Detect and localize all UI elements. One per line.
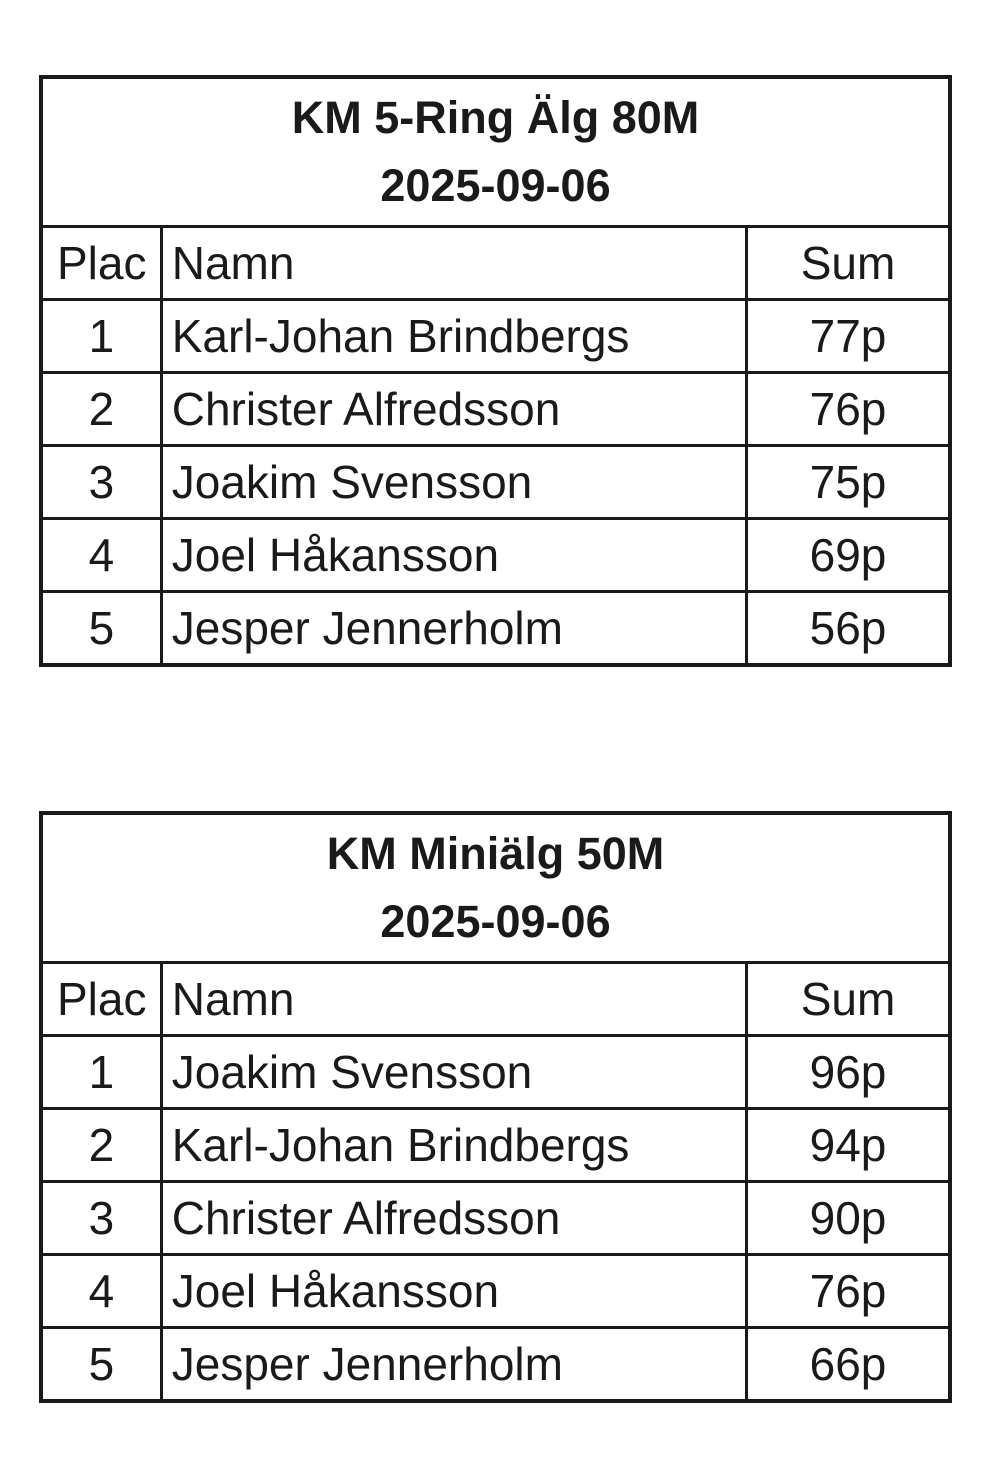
placement-cell: 4	[41, 519, 161, 592]
table-row	[41, 446, 950, 519]
competition-date: 2025-09-06	[380, 896, 611, 947]
name-cell: Christer Alfredsson	[161, 373, 746, 446]
column-header-namn: Namn	[161, 227, 746, 300]
table-row	[41, 519, 950, 592]
placement-cell: 3	[41, 446, 161, 519]
name-cell: Christer Alfredsson	[161, 1182, 746, 1255]
column-header-sum: Sum	[747, 227, 950, 300]
placement-cell: 3	[41, 1182, 161, 1255]
table-row	[41, 1182, 950, 1255]
sum-cell: 76p	[747, 373, 950, 446]
table-title	[41, 813, 950, 963]
sum-cell: 76p	[747, 1255, 950, 1328]
table-row	[41, 300, 950, 373]
results-table-minialg	[39, 811, 952, 1403]
sum-cell: 77p	[747, 300, 950, 373]
name-cell: Joakim Svensson	[161, 446, 746, 519]
results-table-5-ring-alg	[39, 75, 952, 667]
table-row	[41, 1255, 950, 1328]
sum-cell: 69p	[747, 519, 950, 592]
name-cell: Joel Håkansson	[161, 519, 746, 592]
table-row	[41, 592, 950, 666]
sum-cell: 66p	[747, 1328, 950, 1402]
competition-title: KM 5-Ring Älg 80M	[291, 91, 700, 143]
placement-cell: 5	[41, 592, 161, 666]
header-row	[41, 963, 950, 1036]
title-row	[41, 813, 950, 963]
sum-cell: 75p	[747, 446, 950, 519]
table-row	[41, 1328, 950, 1402]
column-header-sum: Sum	[747, 963, 950, 1036]
name-cell: Jesper Jennerholm	[161, 1328, 746, 1402]
sum-cell: 96p	[747, 1036, 950, 1109]
placement-cell: 4	[41, 1255, 161, 1328]
placement-cell: 1	[41, 300, 161, 373]
competition-title: KM Miniälg 50M	[326, 827, 665, 879]
placement-cell: 2	[41, 1109, 161, 1182]
table-row	[41, 1109, 950, 1182]
name-cell: Karl-Johan Brindbergs	[161, 1109, 746, 1182]
sum-cell: 56p	[747, 592, 950, 666]
column-header-plac: Plac	[41, 963, 161, 1036]
competition-date: 2025-09-06	[380, 160, 611, 211]
name-cell: Jesper Jennerholm	[161, 592, 746, 666]
table-row	[41, 373, 950, 446]
column-header-plac: Plac	[41, 227, 161, 300]
placement-cell: 5	[41, 1328, 161, 1402]
name-cell: Joel Håkansson	[161, 1255, 746, 1328]
placement-cell: 1	[41, 1036, 161, 1109]
title-row	[41, 77, 950, 227]
header-row	[41, 227, 950, 300]
column-header-namn: Namn	[161, 963, 746, 1036]
table-row	[41, 1036, 950, 1109]
name-cell: Karl-Johan Brindbergs	[161, 300, 746, 373]
table-title	[41, 77, 950, 227]
sum-cell: 94p	[747, 1109, 950, 1182]
sum-cell: 90p	[747, 1182, 950, 1255]
placement-cell: 2	[41, 373, 161, 446]
name-cell: Joakim Svensson	[161, 1036, 746, 1109]
